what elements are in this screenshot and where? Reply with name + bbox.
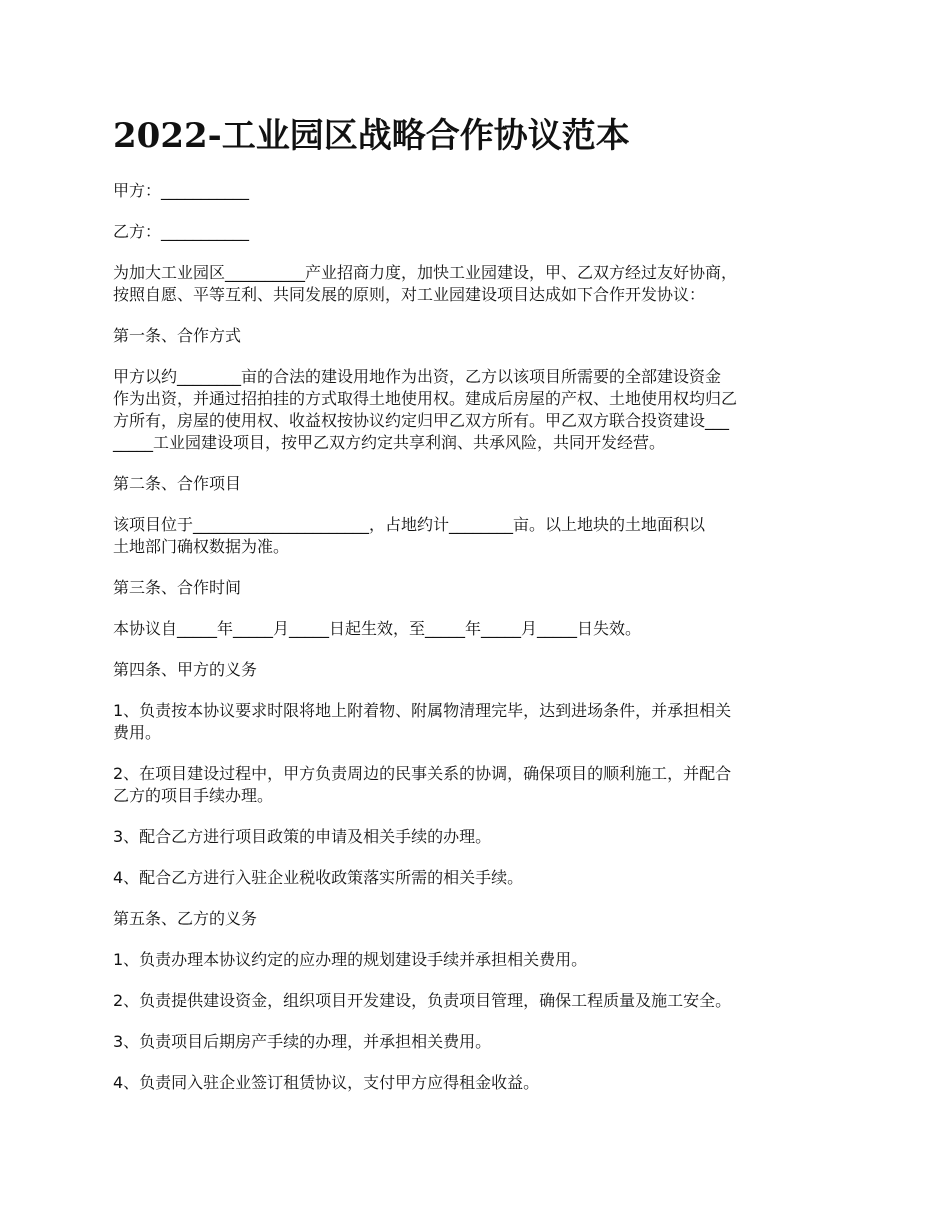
article3-paragraph: [113, 618, 843, 640]
article5-item-2-line-1: 2、负责提供建设资金，组织项目开发建设，负责项目管理，确保工程质量及施工安全。: [113, 991, 732, 1010]
article5-item-4-line-1: 4、负责同入驻企业签订租赁协议，支付甲方应得租金收益。: [113, 1073, 540, 1092]
intro-paragraph: [113, 262, 843, 306]
article1-line-3: 方所有，房屋的使用权、收益权按协议约定归甲乙双方所有。甲乙双方联合投资建设___: [113, 411, 730, 430]
article5-item-3: [113, 1031, 843, 1053]
article4-item-2-line-2: 乙方的项目手续办理。: [113, 786, 274, 805]
article4-heading: 第四条、甲方的义务: [113, 660, 258, 679]
article4-item-4-line-1: 4、配合乙方进行入驻企业税收政策落实所需的相关手续。: [113, 868, 524, 887]
article2-heading: 第二条、合作项目: [113, 474, 242, 493]
article4-item-1: [113, 700, 843, 744]
article4-item-2: [113, 763, 843, 807]
intro-line-1: 为加大工业园区__________产业招商力度，加快工业园建设，甲、乙双方经过友好协商，: [113, 263, 738, 282]
article2-line-1: 该项目位于______________________，占地约计________亩。以上地块的土地面积以: [113, 515, 706, 534]
party-a-line: 甲方：___________: [113, 181, 250, 200]
article5-heading: 第五条、乙方的义务: [113, 909, 258, 928]
article5-item-1-line-1: 1、负责办理本协议约定的应办理的规划建设手续并承担相关费用。: [113, 950, 588, 969]
article4-item-3-line-1: 3、配合乙方进行项目政策的申请及相关手续的办理。: [113, 827, 492, 846]
article1-line-4: _____工业园建设项目，按甲乙双方约定共享利润、共承风险，共同开发经营。: [113, 433, 666, 452]
article5-item-3-line-1: 3、负责项目后期房产手续的办理，并承担相关费用。: [113, 1032, 492, 1051]
article5-item-1: [113, 949, 843, 971]
article1-paragraph: [113, 366, 843, 454]
article4-item-4: [113, 867, 843, 889]
article2-line-2: 土地部门确权数据为准。: [113, 537, 290, 556]
article5-item-2: [113, 990, 843, 1012]
article1-line-2: 作为出资，并通过招拍挂的方式取得土地使用权。建成后房屋的产权、土地使用权均归乙: [113, 389, 738, 408]
party-b-line: 乙方：___________: [113, 222, 250, 241]
article2-paragraph: [113, 514, 843, 558]
article3-heading: 第三条、合作时间: [113, 578, 242, 597]
article4-item-1-line-2: 费用。: [113, 723, 162, 742]
document-page: [113, 112, 843, 1113]
document-title: 2022-工业园区战略合作协议范本: [113, 116, 630, 156]
article1-line-1: 甲方以约________亩的合法的建设用地作为出资，乙方以该项目所需要的全部建设资金: [113, 367, 722, 386]
article1-heading: 第一条、合作方式: [113, 326, 242, 345]
article4-item-1-line-1: 1、负责按本协议要求时限将地上附着物、附属物清理完毕，达到进场条件，并承担相关: [113, 701, 732, 720]
article3-line-1: 本协议自_____年_____月_____日起生效，至_____年_____月_____日失效。: [113, 619, 642, 638]
article5-item-4: [113, 1072, 843, 1094]
article4-item-2-line-1: 2、在项目建设过程中，甲方负责周边的民事关系的协调，确保项目的顺利施工，并配合: [113, 764, 732, 783]
intro-line-2: 按照自愿、平等互利、共同发展的原则，对工业园建设项目达成如下合作开发协议：: [113, 285, 706, 304]
article4-item-3: [113, 826, 843, 848]
